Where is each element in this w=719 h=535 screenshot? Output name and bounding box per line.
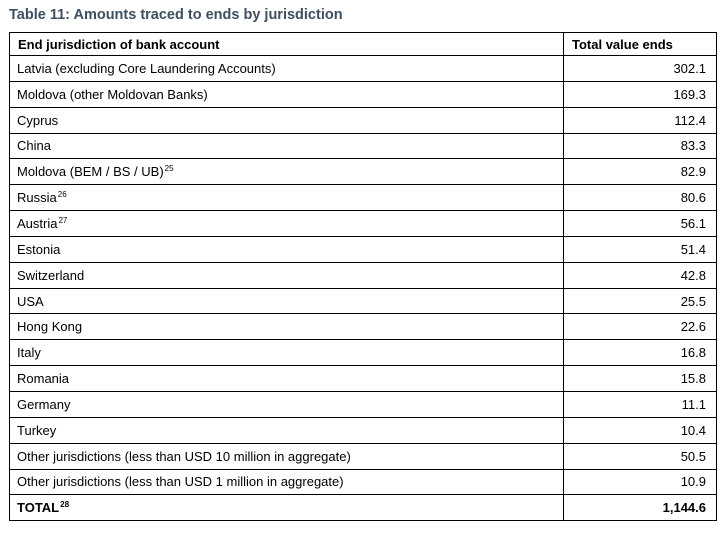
jurisdiction-name: Estonia [17, 241, 61, 257]
value-cell: 112.4 [564, 107, 717, 133]
total-row [10, 495, 717, 521]
table-row [10, 236, 717, 262]
table-row [10, 262, 717, 288]
table-row [10, 469, 717, 495]
value-cell: 16.8 [564, 340, 717, 366]
jurisdiction-cell [10, 391, 564, 417]
jurisdiction-name: Other jurisdictions (less than USD 10 million in aggregate) [17, 448, 351, 464]
table-row [10, 340, 717, 366]
table-header-row [10, 33, 717, 56]
value-cell: 22.6 [564, 314, 717, 340]
jurisdiction-cell [10, 159, 564, 185]
jurisdiction-cell [10, 366, 564, 392]
jurisdiction-name: Cyprus [17, 112, 59, 128]
value-cell: 10.4 [564, 417, 717, 443]
jurisdiction-cell [10, 185, 564, 211]
jurisdiction-name: Latvia (excluding Core Laundering Accounts) [17, 60, 276, 76]
table-row [10, 185, 717, 211]
jurisdiction-cell [10, 469, 564, 495]
footnote-marker: 25 [164, 163, 174, 173]
total-label: TOTAL [17, 500, 60, 516]
table-body [10, 56, 717, 495]
footnote-marker: 28 [60, 499, 70, 509]
table-row [10, 288, 717, 314]
value-cell: 10.9 [564, 469, 717, 495]
jurisdiction-name: Italy [17, 345, 41, 361]
value-cell: 56.1 [564, 211, 717, 237]
total-value: 1,144.6 [564, 495, 717, 521]
table-row [10, 211, 717, 237]
table-row [10, 133, 717, 159]
table-row [10, 443, 717, 469]
table-row [10, 81, 717, 107]
jurisdiction-name: Russia [17, 190, 57, 206]
jurisdiction-name: Romania [17, 371, 70, 387]
value-cell: 82.9 [564, 159, 717, 185]
jurisdiction-cell [10, 340, 564, 366]
table-row [10, 417, 717, 443]
jurisdiction-cell [10, 236, 564, 262]
jurisdiction-cell [10, 107, 564, 133]
jurisdiction-name: Turkey [17, 422, 57, 438]
jurisdiction-name: Moldova (BEM / BS / UB) [17, 164, 164, 180]
table-row [10, 159, 717, 185]
jurisdiction-cell [10, 262, 564, 288]
value-cell: 169.3 [564, 81, 717, 107]
jurisdiction-name: Moldova (other Moldovan Banks) [17, 86, 208, 102]
jurisdiction-table [9, 32, 717, 521]
total-label-cell [10, 495, 564, 521]
value-cell: 11.1 [564, 391, 717, 417]
jurisdiction-cell [10, 443, 564, 469]
jurisdiction-name: Germany [17, 396, 71, 412]
jurisdiction-name: China [17, 138, 51, 154]
table-caption: Table 11: Amounts traced to ends by jurisdiction [9, 7, 343, 23]
table-row [10, 366, 717, 392]
header-jurisdiction: End jurisdiction of bank account [10, 33, 564, 56]
table-row [10, 107, 717, 133]
jurisdiction-cell [10, 211, 564, 237]
jurisdiction-cell [10, 133, 564, 159]
value-cell: 80.6 [564, 185, 717, 211]
value-cell: 42.8 [564, 262, 717, 288]
jurisdiction-cell [10, 314, 564, 340]
jurisdiction-cell [10, 417, 564, 443]
table-row [10, 391, 717, 417]
jurisdiction-cell [10, 288, 564, 314]
header-total-value: Total value ends [564, 33, 717, 56]
jurisdiction-name: Switzerland [17, 267, 85, 283]
jurisdiction-name: Hong Kong [17, 319, 83, 335]
footnote-marker: 27 [58, 215, 68, 225]
value-cell: 83.3 [564, 133, 717, 159]
value-cell: 15.8 [564, 366, 717, 392]
table-row [10, 56, 717, 82]
value-cell: 25.5 [564, 288, 717, 314]
value-cell: 302.1 [564, 56, 717, 82]
jurisdiction-name: Other jurisdictions (less than USD 1 million in aggregate) [17, 474, 344, 490]
footnote-marker: 26 [57, 189, 67, 199]
value-cell: 51.4 [564, 236, 717, 262]
table-row [10, 314, 717, 340]
jurisdiction-cell [10, 81, 564, 107]
jurisdiction-name: USA [17, 293, 44, 309]
value-cell: 50.5 [564, 443, 717, 469]
jurisdiction-cell [10, 56, 564, 82]
jurisdiction-name: Austria [17, 215, 58, 231]
